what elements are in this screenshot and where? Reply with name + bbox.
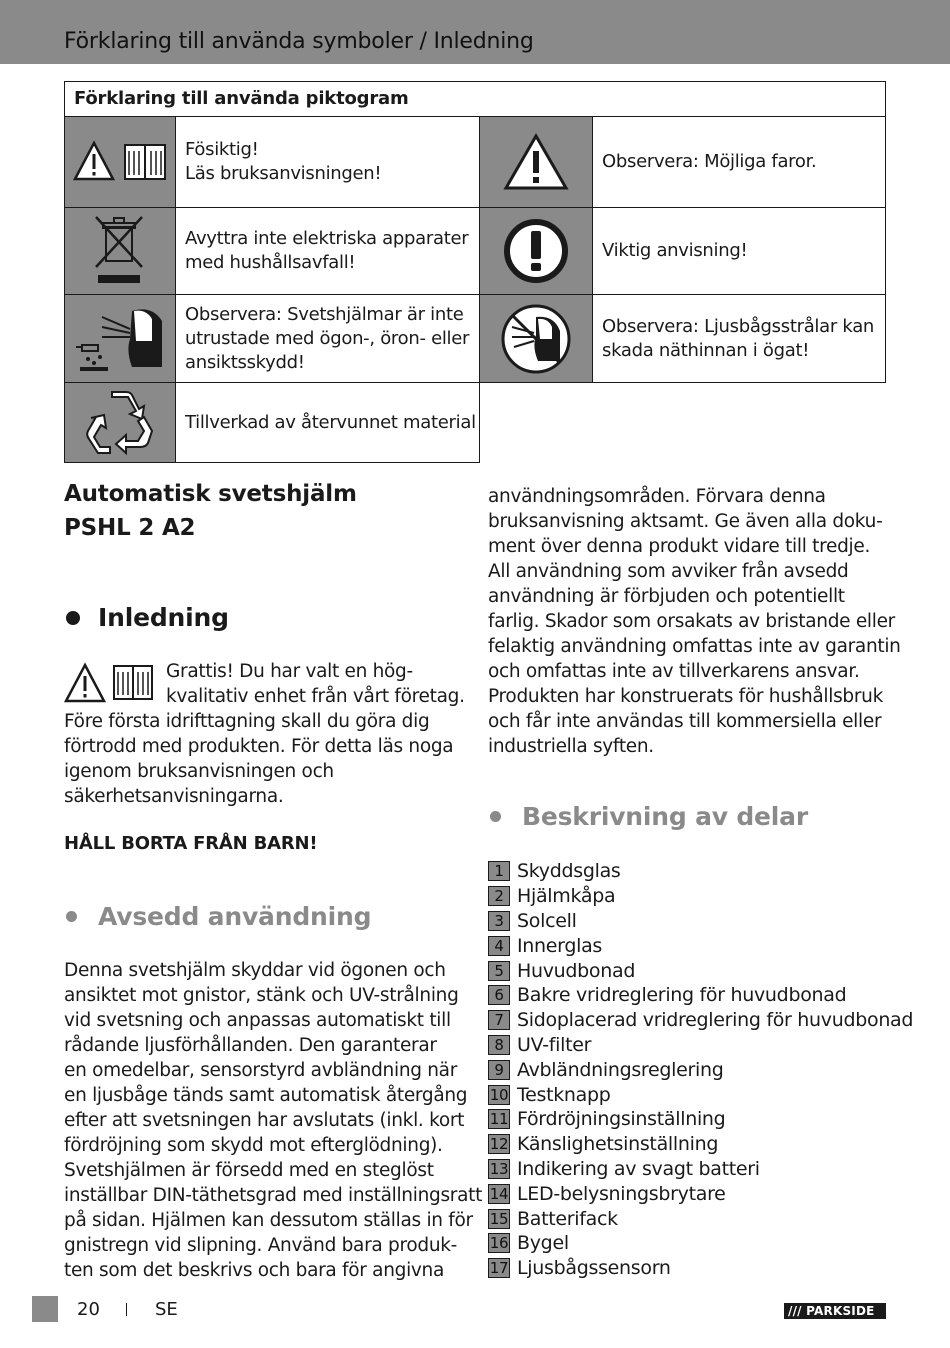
list-item: 9 Avbländningsreglering	[488, 1057, 913, 1082]
list-item: 16 Bygel	[489, 1232, 569, 1255]
bullet-dot	[490, 811, 501, 822]
intended-use-text-continued: användningsområden. Förvara denna bruksanvisning aktsamt. Ge även alla doku- ment över denna produkt vidare till tredje. All användning som avviker från avsedd användning är förbjuden och potentiellt farlig. Skador som orsakats av bristande eller felaktig användning omfattas inte av garantin och omfattas inte av tillverkarens ansvar. Produkten har konstruerats för hushållsbruk och får inte användas till kommersiella eller industriella syften.	[488, 486, 901, 757]
no-eye-helmet-icon	[479, 294, 593, 383]
footer-separator	[126, 1303, 127, 1316]
pictogram-text-disposal: Avyttra inte elektriska apparater med hushållsavfall!	[175, 207, 480, 295]
parts-list	[488, 859, 913, 1281]
language-code: SE	[155, 1299, 178, 1320]
parkside-logo: /// PARKSIDE	[784, 1303, 886, 1319]
list-item: 15 Batterifack	[489, 1207, 618, 1230]
intended-use-text: Denna svetshjälm skyddar vid ögonen och ansiktet mot gnistor, stänk och UV-strålning vid svetsning och anpassas automatiskt till rådande ljusförhållanden. Den garanterar en omedelbar, sensorstyrd avbländning när en ljusbåge tänds samt automatisk återgång efter att svetsningen har avslutats (inkl. kort fördröjning som skydd mot efterglödning). Svetshjälmen är försedd med en steglöst inställbar DIN-täthetsgrad med inställningsratt på sidan. Hjälmen kan dessutom ställas in för gnistregn vid slipning. Använd bara produk- ten som det beskrivs och bara för angivna	[64, 960, 483, 1281]
pictogram-text-recycled: Tillverkad av återvunnet material	[175, 382, 480, 463]
footer-marker	[32, 1296, 58, 1322]
list-item: 12 Känslighetsinställning	[489, 1133, 719, 1156]
pictogram-text-arc-rays: Observera: Ljusbågsstrålar kan skada näthinnan i ögat!	[592, 294, 886, 383]
section-heading-intro: Inledning	[66, 603, 229, 632]
intro-text-lines: Före första idrifttagning skall du göra dig förtrodd med produkten. För detta läs noga igenom bruksanvisningen och säkerhetsanvisningarna.	[64, 711, 454, 807]
pictogram-table	[64, 81, 886, 463]
list-item: 11 Fördröjningsinställning	[489, 1108, 726, 1131]
welder-helmet-icon	[64, 294, 176, 383]
intro-warning-book-icon	[64, 662, 156, 708]
crossed-bin-icon	[64, 207, 176, 295]
section-heading-parts: Beskrivning av delar	[490, 802, 808, 831]
pictogram-text-important-note: Viktig anvisning!	[592, 207, 886, 295]
list-item: 7 Sidoplacerad vridreglering för huvudbonad	[488, 1008, 913, 1033]
list-item: 4 Innerglas	[488, 933, 913, 958]
list-item: 17 Ljusbågssensorn	[489, 1257, 671, 1280]
list-item: 2 Hjälmkåpa	[488, 884, 913, 909]
pictogram-table-heading: Förklaring till använda piktogram	[64, 81, 886, 117]
page-header-title: Förklaring till använda symboler / Inledning	[64, 29, 534, 54]
list-item: 3 Solcell	[488, 909, 913, 934]
list-item: 6 Bakre vridreglering för huvudbonad	[488, 983, 913, 1008]
intro-text-lines-indented: Grattis! Du har valt en hög- kvalitativ enhet från vårt företag.	[166, 661, 465, 707]
pictogram-text-helmet-protection: Observera: Svetshjälmar är inte utrustade med ögon-, öron- eller ansiktsskydd!	[175, 294, 480, 383]
list-item: 5 Huvudbonad	[488, 958, 913, 983]
warning-triangle-icon	[479, 116, 593, 208]
warning-book-icon	[64, 116, 176, 208]
bullet-dot	[66, 611, 80, 625]
exclamation-circle-icon	[479, 207, 593, 295]
pictogram-text-caution: Fösiktig! Läs bruksanvisningen!	[175, 116, 480, 208]
pictogram-text-possible-hazards: Observera: Möjliga faror.	[592, 116, 886, 208]
list-item: 1 Skyddsglas	[488, 859, 913, 884]
keep-away-from-children-warning: HÅLL BORTA FRÅN BARN!	[64, 833, 318, 854]
section-heading-intended-use: Avsedd användning	[66, 902, 371, 931]
product-title: Automatisk svetshjälm PSHL 2 A2	[64, 481, 357, 541]
recycle-icon	[64, 382, 176, 463]
list-item: 13 Indikering av svagt batteri	[489, 1157, 760, 1180]
page-number: 20	[77, 1299, 100, 1320]
list-item: 10 Testknapp	[489, 1083, 611, 1106]
bullet-dot	[66, 911, 77, 922]
list-item: 8 UV-filter	[488, 1033, 913, 1058]
list-item: 14 LED-belysningsbrytare	[489, 1182, 726, 1205]
